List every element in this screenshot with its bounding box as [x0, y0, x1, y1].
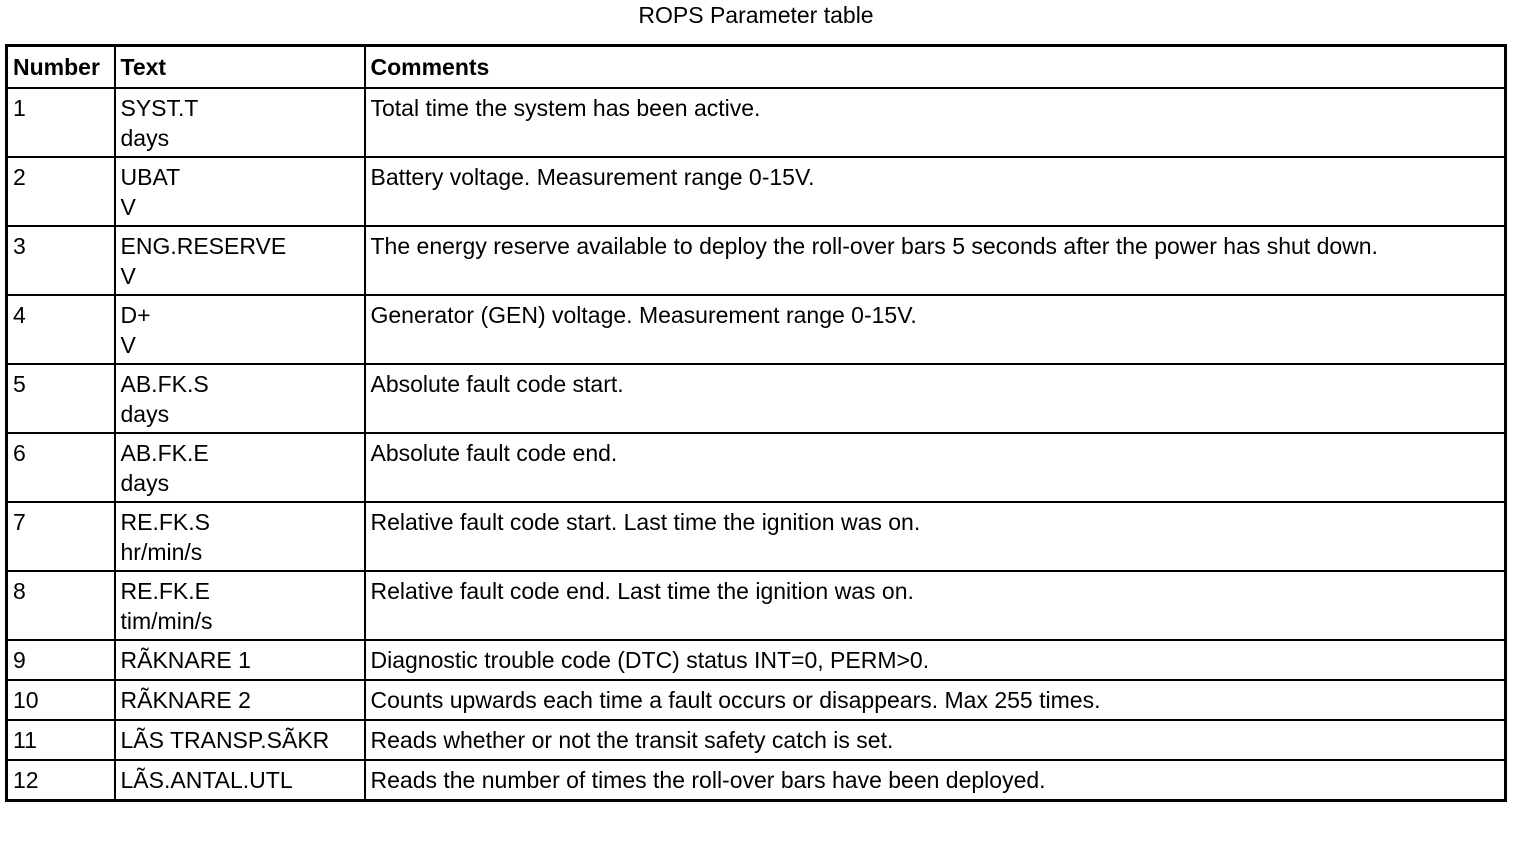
param-unit: V: [120, 332, 136, 358]
column-header-comments: Comments: [365, 46, 1506, 89]
param-name: RE.FK.E: [120, 578, 210, 604]
row-number: 6: [7, 433, 115, 502]
table-row: [7, 502, 1506, 571]
param-unit: days: [120, 470, 170, 496]
param-unit: hr/min/s: [120, 539, 203, 565]
row-comment: The energy reserve available to deploy the roll-over bars 5 seconds after the power has shut down.: [365, 226, 1506, 295]
table-row: [7, 88, 1506, 157]
param-unit: V: [120, 263, 136, 289]
row-number: 1: [7, 88, 115, 157]
row-comment: Generator (GEN) voltage. Measurement range 0-15V.: [365, 295, 1506, 364]
param-name: ENG.RESERVE: [120, 233, 287, 259]
row-comment: Battery voltage. Measurement range 0-15V.: [365, 157, 1506, 226]
row-text: [115, 88, 365, 157]
row-text: [115, 295, 365, 364]
row-number: 5: [7, 364, 115, 433]
table-row: [7, 760, 1506, 801]
row-number: 9: [7, 640, 115, 680]
param-name: RÃKNARE 1: [120, 647, 251, 673]
table-header-row: [7, 46, 1506, 89]
row-text: [115, 364, 365, 433]
parameter-table: [5, 44, 1507, 802]
table-row: [7, 364, 1506, 433]
table-row: [7, 157, 1506, 226]
row-text: [115, 226, 365, 295]
row-number: 4: [7, 295, 115, 364]
row-comment: Reads whether or not the transit safety catch is set.: [365, 720, 1506, 760]
row-text: [115, 157, 365, 226]
row-comment: Counts upwards each time a fault occurs or disappears. Max 255 times.: [365, 680, 1506, 720]
param-name: D+: [120, 302, 151, 328]
row-comment: Total time the system has been active.: [365, 88, 1506, 157]
param-unit: V: [120, 194, 136, 220]
row-comment: Relative fault code start. Last time the ignition was on.: [365, 502, 1506, 571]
row-number: 10: [7, 680, 115, 720]
page-title: ROPS Parameter table: [638, 2, 874, 28]
param-name: AB.FK.S: [120, 371, 209, 397]
row-number: 12: [7, 760, 115, 801]
param-name: RÃKNARE 2: [120, 687, 251, 713]
param-unit: days: [120, 125, 170, 151]
row-number: 2: [7, 157, 115, 226]
param-name: SYST.T: [120, 95, 199, 121]
param-name: AB.FK.E: [120, 440, 209, 466]
row-text: [115, 720, 365, 760]
row-comment: Reads the number of times the roll-over bars have been deployed.: [365, 760, 1506, 801]
param-unit: days: [120, 401, 170, 427]
row-text: [115, 680, 365, 720]
row-text: [115, 760, 365, 801]
table-row: [7, 640, 1506, 680]
row-comment: Absolute fault code end.: [365, 433, 1506, 502]
param-name: RE.FK.S: [120, 509, 210, 535]
table-row: [7, 433, 1506, 502]
param-unit: tim/min/s: [120, 608, 213, 634]
param-name: LÃS.ANTAL.UTL: [120, 767, 293, 793]
row-text: [115, 571, 365, 640]
row-number: 7: [7, 502, 115, 571]
table-row: [7, 226, 1506, 295]
column-header-text: Text: [115, 46, 365, 89]
row-number: 11: [7, 720, 115, 760]
row-number: 8: [7, 571, 115, 640]
row-comment: Diagnostic trouble code (DTC) status INT=0, PERM>0.: [365, 640, 1506, 680]
row-text: [115, 640, 365, 680]
param-name: UBAT: [120, 164, 181, 190]
param-name: LÃS TRANSP.SÃKR: [120, 727, 330, 753]
table-row: [7, 571, 1506, 640]
row-number: 3: [7, 226, 115, 295]
row-text: [115, 433, 365, 502]
row-text: [115, 502, 365, 571]
row-comment: Relative fault code end. Last time the ignition was on.: [365, 571, 1506, 640]
table-row: [7, 720, 1506, 760]
row-comment: Absolute fault code start.: [365, 364, 1506, 433]
column-header-number: Number: [7, 46, 115, 89]
table-row: [7, 680, 1506, 720]
table-row: [7, 295, 1506, 364]
